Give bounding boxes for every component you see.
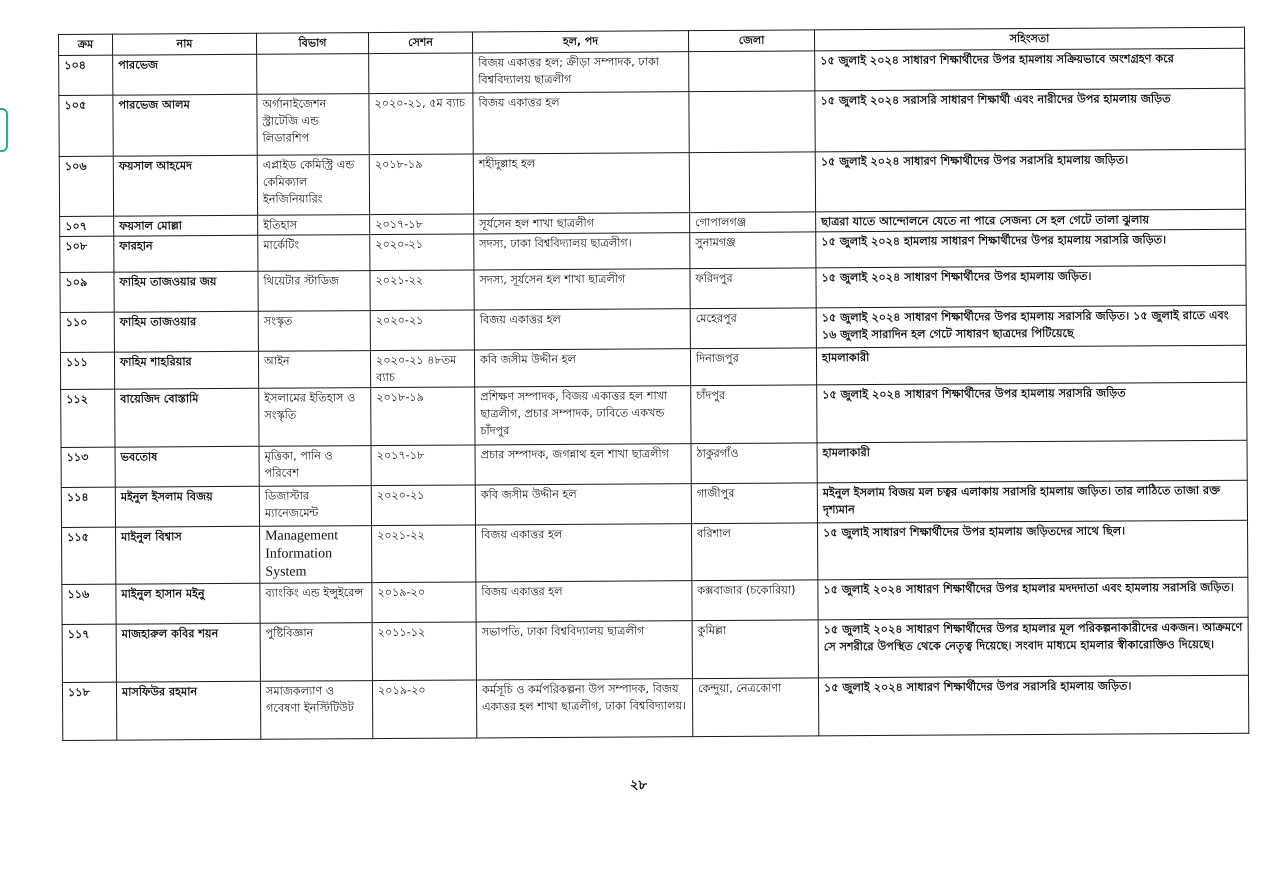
cell-department — [257, 54, 369, 95]
cell-violence: ১৫ জুলাই ২০২৪ সাধারণ শিক্ষার্থীদের উপর হামলার মূল পরিকল্পনাকারীদের একজন। আক্রমণে সে সশরীরে উপস্থিত থেকে নেতৃত্ব দিয়েছে। সংবাদ মাধ্যমে হামলার স্বীকারোক্তিও দিয়েছে। — [818, 617, 1248, 678]
cell-department: থিয়েটার স্টাডিজ — [258, 271, 370, 312]
cell-name: মাইনুল হাসান মইনু — [116, 583, 260, 624]
cell-hall-post: সদস্য, সূর্যসেন হল শাখা ছাত্রলীগ — [474, 269, 690, 310]
cell-serial: ১১৬ — [62, 584, 116, 624]
cell-department: অর্গানাইজেশন স্ট্রাটেজি এন্ড লিডারশিপ — [257, 94, 369, 156]
cell-district: কুমিল্লা — [692, 620, 818, 679]
table-row — [61, 382, 1247, 447]
cell-hall-post: সদস্য, ঢাকা বিশ্ববিদ্যালয় ছাত্রলীগ। — [474, 233, 690, 270]
cell-session: ২০২১-২২ — [372, 525, 476, 583]
cell-session: ২০১৯-২০ — [372, 680, 476, 739]
cell-name: বায়েজিদ বোস্তামি — [115, 388, 259, 447]
cell-department: সমাজকল্যাণ ও গবেষণা ইনস্টিটিউট — [260, 681, 372, 740]
cell-district: চাঁদপুর — [691, 385, 817, 444]
cell-hall-post: প্রচার সম্পাদক, জগন্নাথ হল শাখা ছাত্রলীগ — [475, 444, 691, 485]
cell-session: ২০১৮-১৯ — [369, 154, 473, 215]
cell-district: কক্সবাজার (চকোরিয়া) — [692, 580, 818, 621]
cell-hall-post: বিজয় একাত্তর হল — [473, 92, 689, 154]
cell-district — [689, 51, 815, 92]
cell-hall-post: বিজয় একাত্তর হল — [476, 581, 692, 622]
header-district: জেলা — [688, 30, 814, 52]
cell-serial: ১১৮ — [62, 682, 116, 740]
cell-violence: ১৫ জুলাই সাধারণ শিক্ষার্থীদের উপর হামলায় জড়িতদের সাথে ছিল। — [818, 520, 1248, 580]
cell-serial: ১০৯ — [60, 272, 114, 312]
cell-session: ২০২০-২১ — [370, 234, 474, 271]
cell-name: মইনুল ইসলাম বিজয় — [115, 486, 259, 527]
table-row — [59, 149, 1245, 216]
cell-hall-post: কর্মসূচি ও কর্মপরিকল্পনা উপ সম্পাদক, বিজয় একাত্তর হল শাখা ছাত্রলীগ, ঢাকা বিশ্ববিদ্যালয়। — [476, 679, 692, 738]
cell-district: সুনামগঞ্জ — [690, 232, 816, 269]
cell-district: ফরিদপুর — [690, 268, 816, 309]
cell-name: ফাহিম তাজওয়ার — [114, 311, 258, 352]
cell-session: ২০১৮-১৯ — [371, 387, 475, 446]
page-number: ২৮ — [630, 778, 647, 793]
cell-violence: ছাত্ররা যাতে আন্দোলনে যেতে না পারে সেজন্য সে হল গেটে তালা ঝুলায় — [816, 209, 1246, 232]
cell-department: ইতিহাস — [258, 215, 370, 236]
table-row — [62, 617, 1248, 682]
cell-session: ২০২০-২১ — [370, 310, 474, 351]
cell-department: ডিজাস্টার ম্যানেজমেন্ট — [259, 486, 371, 527]
cell-session: ২০১৭-১৮ — [370, 214, 474, 235]
cell-session: ২০১৭-১৮ — [371, 445, 475, 486]
cell-district: মেহেরপুর — [690, 308, 816, 349]
cell-session: ২০২০-২১, ৫ম ব্যাচ — [369, 93, 473, 155]
cell-name: ফয়সাল আহমেদ — [113, 155, 257, 216]
cell-violence: ১৫ জুলাই ২০২৪ সরাসরি সাধারণ শিক্ষার্থী এবং নারীদের উপর হামলায় জড়িত — [815, 88, 1245, 152]
cell-serial: ১১৪ — [61, 487, 115, 527]
cell-hall-post: কবি জসীম উদ্দীন হল — [475, 484, 691, 525]
cell-department: এপ্লাইড কেমিস্ট্রি এন্ড কেমিক্যাল ইনজিনিয়ারিং — [257, 155, 369, 216]
table-row — [62, 675, 1248, 740]
cell-hall-post: বিজয় একাত্তর হল — [474, 309, 690, 350]
cell-department: Management Information System — [260, 526, 372, 584]
header-hall-post: হল, পদ — [472, 31, 688, 53]
cell-violence: ১৫ জুলাই ২০২৪ সাধারণ শিক্ষার্থীদের উপর সরাসরি হামলায় জড়িত। — [815, 149, 1245, 212]
cell-hall-post: সভাপতি, ঢাকা বিশ্ববিদ্যালয় ছাত্রলীগ — [476, 621, 692, 680]
cell-violence: মইনুল ইসলাম বিজয় মল চত্বর এলাকায় সরাসরি হামলায় জড়িত। তার লাঠিতে তাজা রক্ত দৃশ্যমান — [817, 480, 1247, 523]
cell-violence: হামলাকারী — [816, 345, 1246, 385]
cell-violence: ১৫ জুলাই ২০২৪ সাধারণ শিক্ষার্থীদের উপর হামলায় সরাসরি জড়িত। ১৫ জুলাই রাতে এবং ১৬ জুলাই সারাদিন হল গেটে সাধারণ ছাত্রদের পিটিয়েছে — [816, 305, 1246, 348]
cell-department: আইন — [258, 351, 370, 389]
cell-name: ফারহান — [114, 235, 258, 272]
cell-district: কেন্দুয়া, নেত্রকোণা — [692, 678, 818, 737]
cell-violence: ১৫ জুলাই ২০২৪ সাধারণ শিক্ষার্থীদের উপর হামলায় সক্রিয়ভাবে অংশগ্রহণ করে — [815, 48, 1245, 91]
cell-department: মার্কেটিং — [258, 235, 370, 272]
cell-district: দিনাজপুর — [690, 348, 816, 386]
cell-session: ২০২১-২২ — [370, 270, 474, 311]
cell-name: মাসফিউর রহমান — [116, 681, 260, 740]
cell-session — [369, 53, 473, 94]
cell-violence: হামলাকারী — [817, 440, 1247, 483]
cell-hall-post: শহীদুল্লাহ হল — [473, 153, 689, 214]
cell-serial: ১০৭ — [60, 216, 114, 236]
cell-district: গাজীপুর — [691, 483, 817, 524]
cell-serial: ১১১ — [60, 352, 114, 389]
cell-serial: ১১৭ — [62, 624, 116, 682]
cell-department: ব্যাংকিং এন্ড ইন্সুইরেন্স — [260, 583, 372, 624]
cell-violence: ১৫ জুলাই ২০২৪ সাধারণ শিক্ষার্থীদের উপর সরাসরি হামলায় জড়িত। — [818, 675, 1248, 736]
cell-hall-post: কবি জসীম উদ্দীন হল — [474, 349, 690, 387]
cell-hall-post: বিজয় একাত্তর হল — [476, 524, 692, 582]
cell-department: পুষ্টিবিজ্ঞান — [260, 623, 372, 682]
cell-name: মাজহারুল কবির শয়ন — [116, 623, 260, 682]
cell-hall-post: প্রশিক্ষণ সম্পাদক, বিজয় একাত্তর হল শাখা ছাত্রলীগ, প্রচার সম্পাদক, ঢাবিতে একখন্ড চাঁদপুর — [475, 386, 691, 445]
cell-serial: ১১৫ — [62, 527, 116, 584]
cell-name: ফয়সাল মোল্লা — [114, 215, 258, 236]
cell-session: ২০২০-২১ — [371, 485, 475, 526]
cell-session: ২০১১-১২ — [372, 622, 476, 681]
header-department: বিভাগ — [256, 33, 368, 55]
header-violence: সহিংসতা — [814, 27, 1244, 51]
cell-serial: ১০৬ — [59, 156, 113, 216]
cell-district — [689, 152, 815, 213]
cell-session: ২০১৯-২০ — [372, 582, 476, 623]
cell-serial: ১০৮ — [60, 236, 114, 272]
document-page — [58, 27, 1252, 741]
cell-department: মৃত্তিকা, পানি ও পরিবেশ — [259, 446, 371, 487]
cell-violence: ১৫ জুলাই ২০২৪ হামলায় সাধারণ শিক্ষার্থীদের উপর হামলায় সরাসরি জড়িত। — [816, 229, 1246, 268]
cell-district — [689, 91, 815, 153]
header-serial: ক্রম — [59, 34, 113, 55]
header-session: সেশন — [368, 32, 472, 54]
cell-hall-post: সূর্যসেন হল শাখা ছাত্রলীগ — [474, 213, 690, 234]
accused-list-table — [58, 27, 1249, 741]
cell-serial: ১১৩ — [61, 447, 115, 487]
cell-violence: ১৫ জুলাই ২০২৪ সাধারণ শিক্ষার্থীদের উপর হামলায় সরাসরি জড়িত — [817, 382, 1247, 443]
header-name: নাম — [113, 33, 257, 55]
cell-district: গোপালগঞ্জ — [690, 212, 816, 233]
cell-serial: ১১০ — [60, 312, 114, 352]
cell-violence: ১৫ জুলাই ২০২৪ সাধারণ শিক্ষার্থীদের উপর হামলার মদদদাতা এবং হামলায় সরাসরি জড়িত। — [818, 577, 1248, 620]
cell-serial: ১০৪ — [59, 55, 113, 95]
cell-name: ফাহিম তাজওয়ার জয় — [114, 271, 258, 312]
cell-name: পারভেজ আলম — [113, 94, 257, 156]
cell-violence: ১৫ জুলাই ২০২৪ সাধারণ শিক্ষার্থীদের উপর হামলায় জড়িত। — [816, 265, 1246, 308]
table-row — [59, 88, 1245, 156]
cell-district: বরিশাল — [692, 523, 818, 581]
cell-name: পারভেজ — [113, 54, 257, 95]
cell-department: ইসলামের ইতিহাস ও সংস্কৃতি — [259, 388, 371, 447]
cell-serial: ১১২ — [61, 389, 115, 447]
cell-name: ভবতোষ — [115, 446, 259, 487]
edge-bookmark-mark — [0, 108, 8, 152]
cell-name: ফাহিম শাহরিয়ার — [114, 351, 258, 389]
cell-hall-post: বিজয় একাত্তর হল; ক্রীড়া সম্পাদক, ঢাকা বিশ্ববিদ্যালয় ছাত্রলীগ — [473, 52, 689, 93]
cell-serial: ১০৫ — [59, 95, 113, 156]
cell-department: সংস্কৃত — [258, 311, 370, 352]
cell-district: ঠাকুরগাঁও — [691, 443, 817, 484]
cell-session: ২০২০-২১ ৪৮তম ব্যাচ — [370, 350, 474, 388]
cell-name: মাইনুল বিশ্বাস — [116, 526, 260, 584]
table-row — [62, 520, 1248, 584]
